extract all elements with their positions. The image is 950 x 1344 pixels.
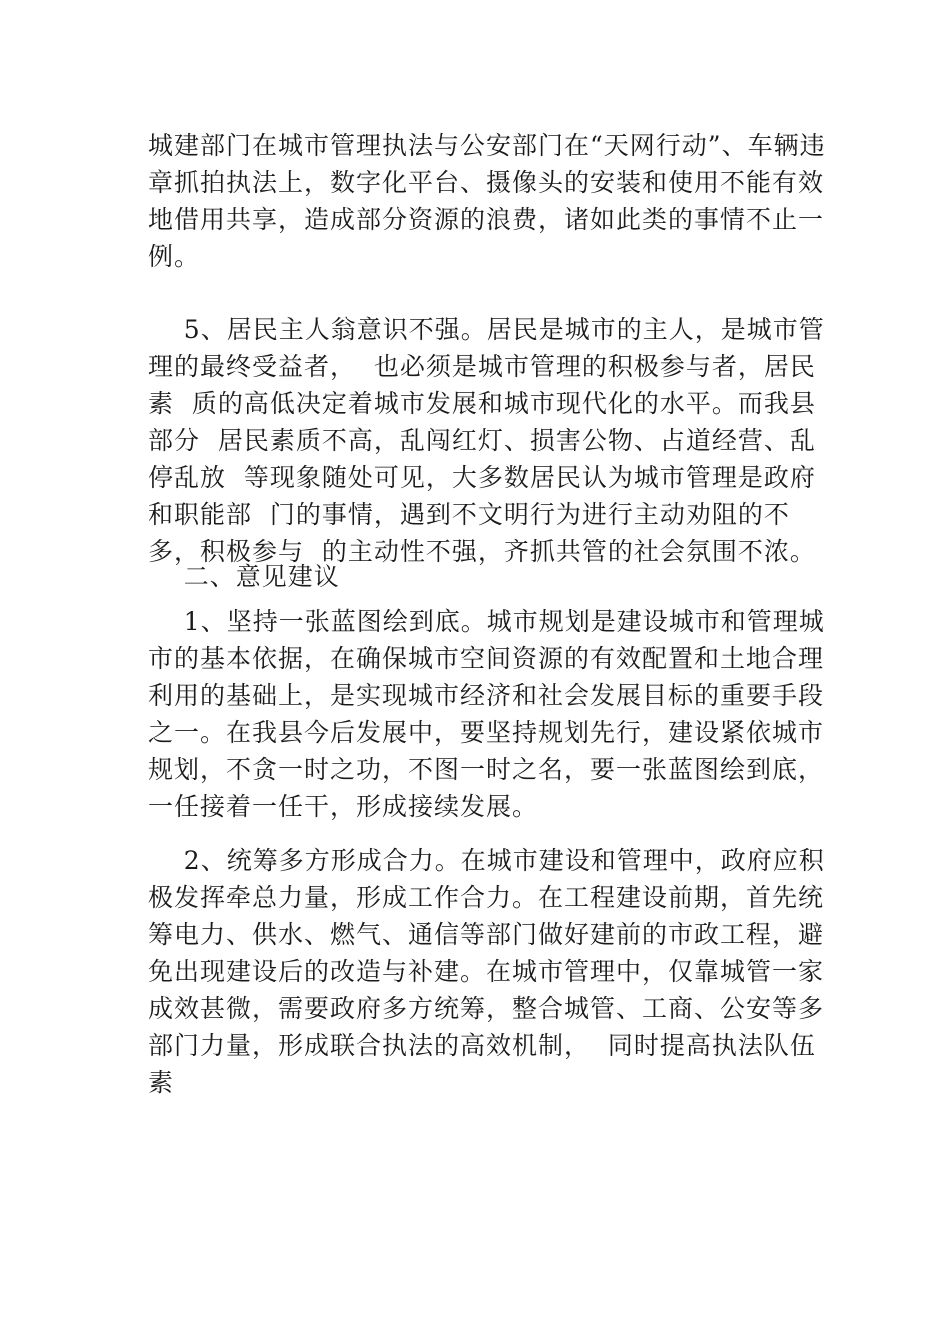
- text-line: 素: [148, 1068, 175, 1097]
- heading-line: 二、意见建议: [148, 562, 340, 591]
- text-line: 地借用共享，造成部分资源的浪费，诸如此类的事情不止一: [148, 205, 825, 234]
- paragraph-suggestion-2: [148, 842, 825, 1101]
- text-line: 之一。在我县今后发展中，要坚持规划先行，建设紧依城市: [148, 718, 825, 747]
- text-line: 停乱放 等现象随处可见，大多数居民认为城市管理是政府: [148, 463, 816, 492]
- paragraph-continuation: [148, 127, 826, 275]
- text-line: 2、统筹多方形成合力。在城市建设和管理中，政府应积: [148, 846, 825, 875]
- text-line: 章抓拍执法上，数字化平台、摄像头的安装和使用不能有效: [148, 168, 825, 197]
- text-line: 1、坚持一张蓝图绘到底。城市规划是建设城市和管理城: [148, 607, 825, 636]
- text-line: 一任接着一任干，形成接续发展。: [148, 792, 539, 821]
- text-line: 部分 居民素质不高，乱闯红灯、损害公物、占道经营、乱: [148, 426, 816, 455]
- paragraph-suggestion-1: [148, 603, 825, 825]
- text-line: 城建部门在城市管理执法与公安部门在“天网行动”、车辆违: [148, 131, 826, 160]
- text-line: 理的最终受益者， 也必须是城市管理的积极参与者，居民: [148, 352, 816, 381]
- text-line: 市的基本依据，在确保城市空间资源的有效配置和土地合理: [148, 644, 825, 673]
- text-line: 5、居民主人翁意识不强。居民是城市的主人，是城市管: [148, 315, 825, 344]
- text-line: 利用的基础上，是实现城市经济和社会发展目标的重要手段: [148, 681, 825, 710]
- text-line: 和职能部 门的事情，遇到不文明行为进行主动劝阻的不: [148, 500, 790, 529]
- text-line: 规划，不贪一时之功，不图一时之名，要一张蓝图绘到底，: [148, 755, 825, 784]
- text-line: 部门力量，形成联合执法的高效机制， 同时提高执法队伍: [148, 1031, 816, 1060]
- text-line: 免出现建设后的改造与补建。在城市管理中，仅靠城管一家: [148, 957, 825, 986]
- text-line: 极发挥牵总力量，形成工作合力。在工程建设前期，首先统: [148, 883, 825, 912]
- text-line: 多，积极参与 的主动性不强，齐抓共管的社会氛围不浓。: [148, 537, 816, 566]
- text-line: 例。: [148, 242, 201, 271]
- paragraph-point-5: [148, 311, 825, 570]
- text-line: 成效甚微，需要政府多方统筹，整合城管、工商、公安等多: [148, 994, 825, 1023]
- text-line: 素 质的高低决定着城市发展和城市现代化的水平。而我县: [148, 389, 816, 418]
- text-line: 筹电力、供水、燃气、通信等部门做好建前的市政工程，避: [148, 920, 825, 949]
- section-heading: [148, 558, 808, 595]
